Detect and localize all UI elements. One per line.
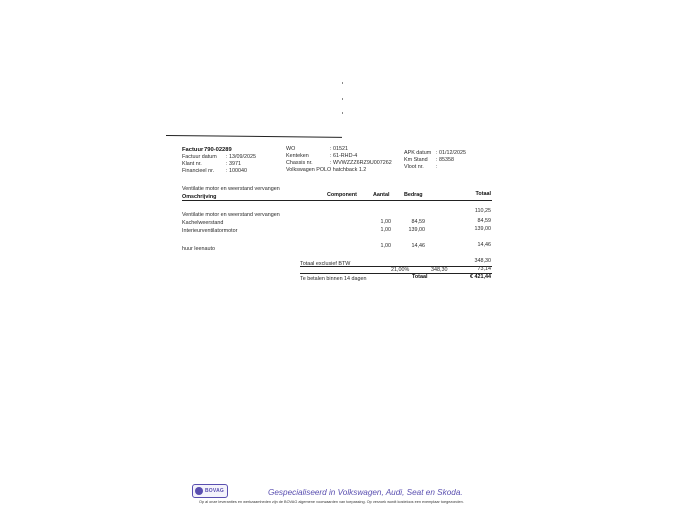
meta-left-value: : 100040 xyxy=(226,168,247,174)
vat-rate: 21,00% xyxy=(391,267,410,273)
table-row-total: 110,25 xyxy=(474,208,491,214)
table-row-description: huur leenauto xyxy=(182,246,215,252)
meta-right-value: : 85358 xyxy=(436,157,454,163)
vat-value: 73,14 xyxy=(477,266,491,272)
meta-mid-value: : WVWZZZ6RZ9U007262 xyxy=(330,160,392,166)
scan-speck xyxy=(342,82,343,84)
meta-left-label: Financieel nr. xyxy=(182,168,215,174)
meta-mid-label: Kenteken xyxy=(286,153,309,159)
table-header-rule xyxy=(182,200,492,201)
bovag-logo-text: BOVAG xyxy=(205,488,224,494)
table-row-quantity: 1,00 xyxy=(380,243,391,249)
invoice-number: 790-02289 xyxy=(204,147,232,153)
meta-mid-label: WO xyxy=(286,146,296,152)
job-title: Ventilatie motor en weerstand vervangen xyxy=(182,186,280,192)
column-header-description: Omschrijving xyxy=(182,194,217,200)
footer-slogan: Gespecialiseerd in Volkswagen, Audi, Seat en Skoda. xyxy=(268,488,463,497)
header-rule xyxy=(166,135,342,138)
meta-right-label: Km Stand xyxy=(404,157,428,163)
subtotal-label: Totaal exclusief BTW xyxy=(300,261,351,267)
meta-right-value: : xyxy=(436,164,438,170)
subtotal-value: 348,30 xyxy=(474,258,491,264)
meta-left-label: Klant nr. xyxy=(182,161,202,167)
vat-base: 348,30 xyxy=(431,267,448,273)
payment-term: Te betalen binnen 14 dagen xyxy=(300,276,367,282)
table-row-quantity: 1,00 xyxy=(380,227,391,233)
table-row-description: Ventilatie motor en weerstand vervangen xyxy=(182,212,280,218)
meta-right-value: : 01/12/2025 xyxy=(436,150,466,156)
meta-right-label: APK datum xyxy=(404,150,432,156)
table-row-amount: 14,46 xyxy=(411,243,425,249)
bovag-mark-icon xyxy=(195,487,203,495)
column-header-amount: Bedrag xyxy=(404,192,423,198)
column-header-quantity: Aantal xyxy=(373,192,390,198)
table-row-total: 84,59 xyxy=(477,218,491,224)
column-header-component: Component xyxy=(327,192,357,198)
meta-left-label: Factuur datum xyxy=(182,154,217,160)
grand-total-label: Totaal xyxy=(412,274,428,280)
table-row-total: 14,46 xyxy=(477,242,491,248)
meta-mid-label: Chassis nr. xyxy=(286,160,313,166)
table-row-amount: 84,59 xyxy=(411,219,425,225)
scan-speck xyxy=(342,112,343,114)
table-row-description: Interieurventilatormotor xyxy=(182,228,238,234)
bovag-logo xyxy=(192,484,228,498)
column-header-total: Totaal xyxy=(475,191,491,197)
table-row-total: 139,00 xyxy=(474,226,491,232)
meta-right-label: Vloot nr. xyxy=(404,164,424,170)
table-row-quantity: 1,00 xyxy=(380,219,391,225)
scan-speck xyxy=(342,98,343,100)
meta-left-value: : 13/09/2025 xyxy=(226,154,256,160)
table-row-description: Kachelweerstand xyxy=(182,220,224,226)
grand-total-value: € 421,44 xyxy=(470,274,491,280)
meta-left-value: : 3971 xyxy=(226,161,241,167)
table-row-amount: 139,00 xyxy=(408,227,425,233)
invoice-title: Factuur xyxy=(182,147,204,153)
meta-mid-value: : 01521 xyxy=(330,146,348,152)
footer-fine-print: Op al onze leveranties en werkzaamheden zijn de BOVAG algemene voorwaarden van toepassing. Op verzoek wordt kosteloos een exemplaar toegezonden. xyxy=(199,500,464,504)
vehicle-description: Volkswagen POLO hatchback 1.2 xyxy=(286,167,367,173)
meta-mid-value: : 61-RHD-4 xyxy=(330,153,358,159)
